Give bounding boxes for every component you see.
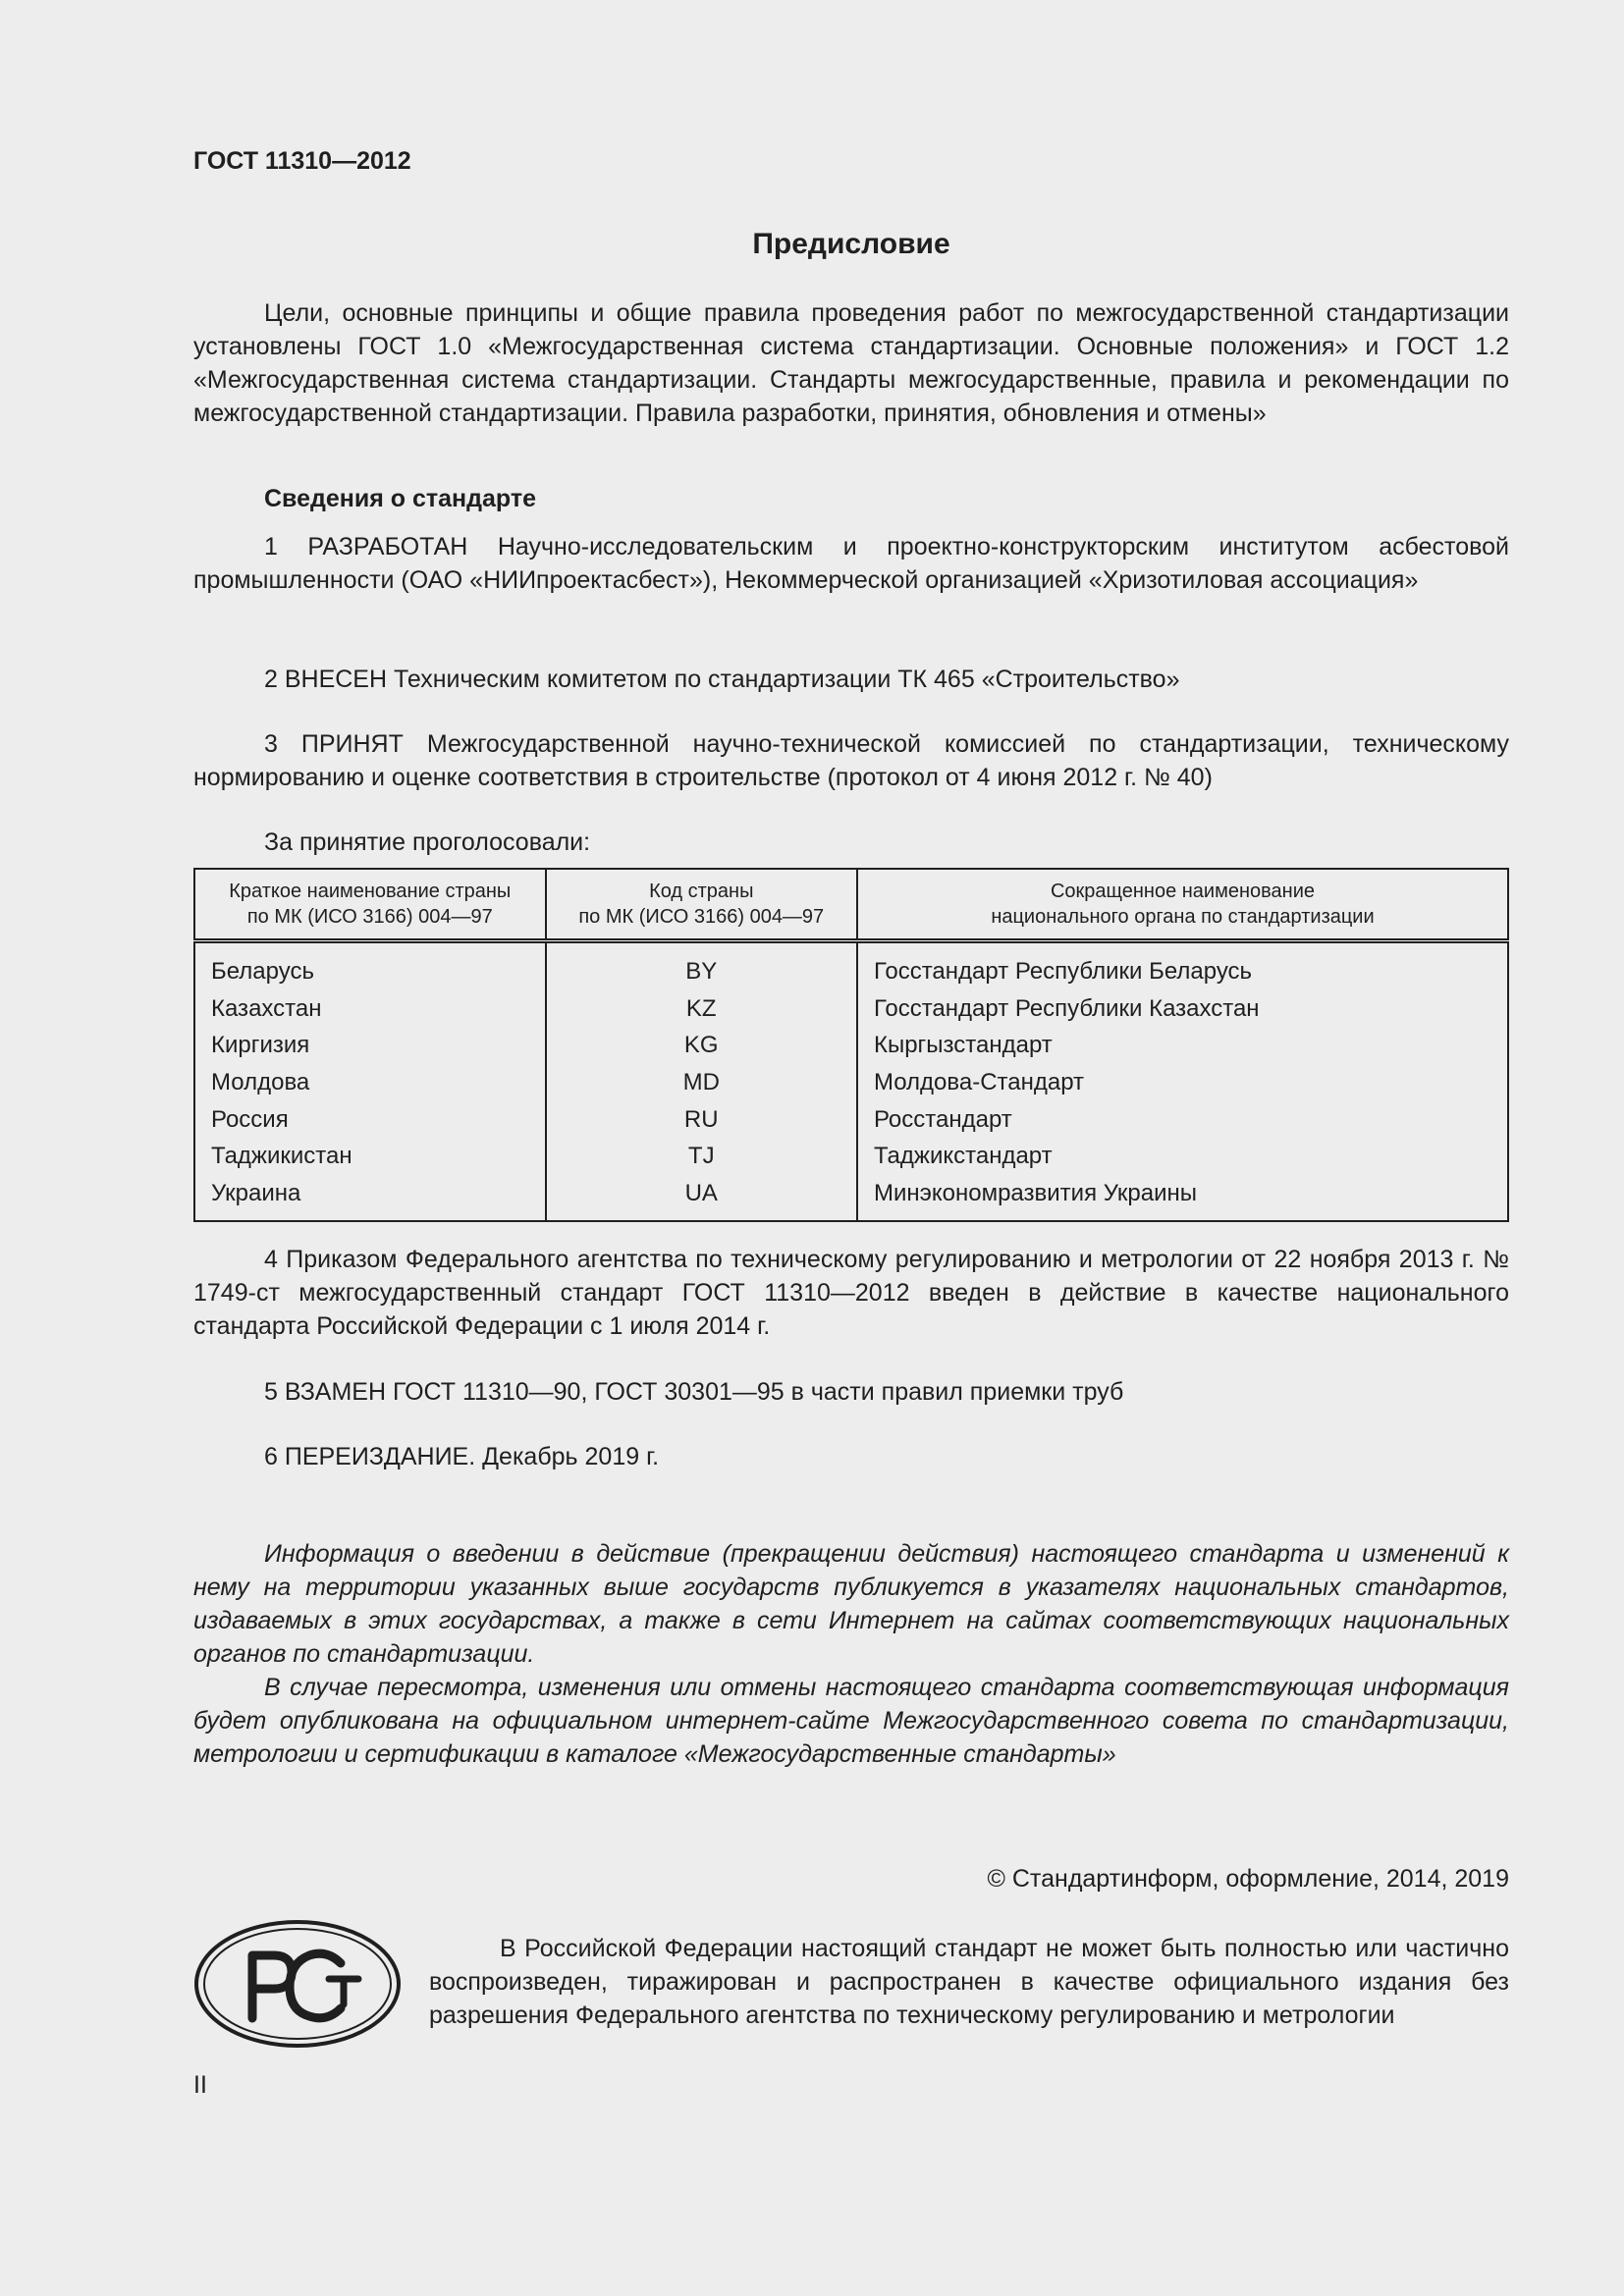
document-code: ГОСТ 11310—2012: [193, 147, 411, 175]
info-heading: Сведения о стандарте: [264, 485, 537, 512]
copyright-notice: В Российской Федерации настоящий стандарт не может быть полностью или частично воспроизведен, тиражирован и распространен в качестве официального издания без разрешения Федерального агентства по техническому регулированию и метрологии: [429, 1935, 1509, 2029]
item-adopted: 3 ПРИНЯТ Межгосударственной научно-технической комиссией по стандартизации, техническому нормированию и оценке соответствия в строительстве (протокол от 4 июня 2012 г. № 40): [193, 730, 1509, 791]
intro-paragraph: Цели, основные принципы и общие правила проведения работ по межгосударственной стандартизации установлены ГОСТ 1.0 «Межгосударственная система стандартизации. Основные положения» и ГОСТ 1.2 «Межгосударственная система стандартизации. Стандарты межгосударственные, правила и рекомендации по межгосударственной стандартизации. Правила разработки, принятия, обновления и отмены»: [193, 299, 1509, 427]
country-cell: Беларусь: [194, 941, 546, 990]
column-header-line: Краткое наименование страны: [229, 881, 512, 902]
table-row: [194, 941, 1508, 990]
member-states-table: [193, 868, 1509, 1222]
column-header-line: по МК (ИСО 3166) 004—97: [246, 906, 493, 928]
country-cell: Украина: [194, 1175, 546, 1221]
country-cell: Молдова: [194, 1064, 546, 1101]
body-cell: Росстандарт: [857, 1101, 1508, 1139]
code-cell: UA: [546, 1175, 857, 1221]
page-number: II: [193, 2071, 207, 2099]
body-cell: Таджикстандарт: [857, 1138, 1508, 1175]
revision-notice-italic: В случае пересмотра, изменения или отмены настоящего стандарта соответствующая информация будет опубликована на официальном интернет-сайте Межгосударственного совета по стандартизации, метрологии и сертификации в каталоге «Межгосударственные стандарты»: [193, 1674, 1509, 1768]
table-row: [194, 1101, 1508, 1139]
column-header-line: Сокращенное наименование: [1050, 881, 1316, 902]
table-row: [194, 1138, 1508, 1175]
item-replaces: 5 ВЗАМЕН ГОСТ 11310—90, ГОСТ 30301—95 в части правил приемки труб: [264, 1378, 1124, 1406]
body-cell: Госстандарт Республики Казахстан: [857, 990, 1508, 1028]
column-header-line: Код страны: [649, 881, 754, 902]
item-reissue: 6 ПЕРЕИЗДАНИЕ. Декабрь 2019 г.: [264, 1443, 660, 1470]
country-cell: Таджикистан: [194, 1138, 546, 1175]
body-cell: Молдова-Стандарт: [857, 1064, 1508, 1101]
column-header-line: по МК (ИСО 3166) 004—97: [578, 906, 825, 928]
item-submitted: 2 ВНЕСЕН Техническим комитетом по стандартизации ТК 465 «Строительство»: [264, 666, 1180, 693]
country-cell: Киргизия: [194, 1027, 546, 1064]
table-header-row: [194, 869, 1508, 941]
code-cell: MD: [546, 1064, 857, 1101]
table-row: [194, 1064, 1508, 1101]
item-order: 4 Приказом Федерального агентства по техническому регулированию и метрологии от 22 ноября 2013 г. № 1749-ст межгосударственный стандарт ГОСТ 11310—2012 введен в действие в качестве национального стандарта Российской Федерации с 1 июля 2014 г.: [193, 1246, 1509, 1340]
info-notice-italic: Информация о введении в действие (прекращении действия) настоящего стандарта и изменений к нему на территории указанных выше государств публикуется в указателях национальных стандартов, издаваемых в этих государствах, а также в сети Интернет на сайтах соответствующих национальных органов по стандартизации.: [193, 1540, 1509, 1668]
table-row: [194, 990, 1508, 1028]
code-cell: RU: [546, 1101, 857, 1139]
copyright-line: © Стандартинформ, оформление, 2014, 2019: [987, 1865, 1509, 1893]
page-title: Предисловие: [752, 228, 950, 260]
body-cell: Кыргызстандарт: [857, 1027, 1508, 1064]
item-voted: За принятие проголосовали:: [264, 828, 591, 856]
column-header-code: [546, 869, 857, 941]
document-page: [193, 0, 1509, 2296]
column-header-country: [194, 869, 546, 941]
body-cell: Минэкономразвития Украины: [857, 1175, 1508, 1221]
country-cell: Казахстан: [194, 990, 546, 1028]
code-cell: KZ: [546, 990, 857, 1028]
table-row: [194, 1027, 1508, 1064]
code-cell: BY: [546, 941, 857, 990]
rst-logo: [193, 1918, 402, 2050]
table-row: [194, 1175, 1508, 1221]
code-cell: KG: [546, 1027, 857, 1064]
column-header-body: [857, 869, 1508, 941]
code-cell: TJ: [546, 1138, 857, 1175]
column-header-line: национального органа по стандартизации: [991, 906, 1375, 928]
country-cell: Россия: [194, 1101, 546, 1139]
body-cell: Госстандарт Республики Беларусь: [857, 941, 1508, 990]
item-developed: 1 РАЗРАБОТАН Научно-исследовательским и проектно-конструкторским институтом асбестовой промышленности (ОАО «НИИпроектасбест»), Некоммерческой организацией «Хризотиловая ассоциация»: [193, 533, 1509, 594]
